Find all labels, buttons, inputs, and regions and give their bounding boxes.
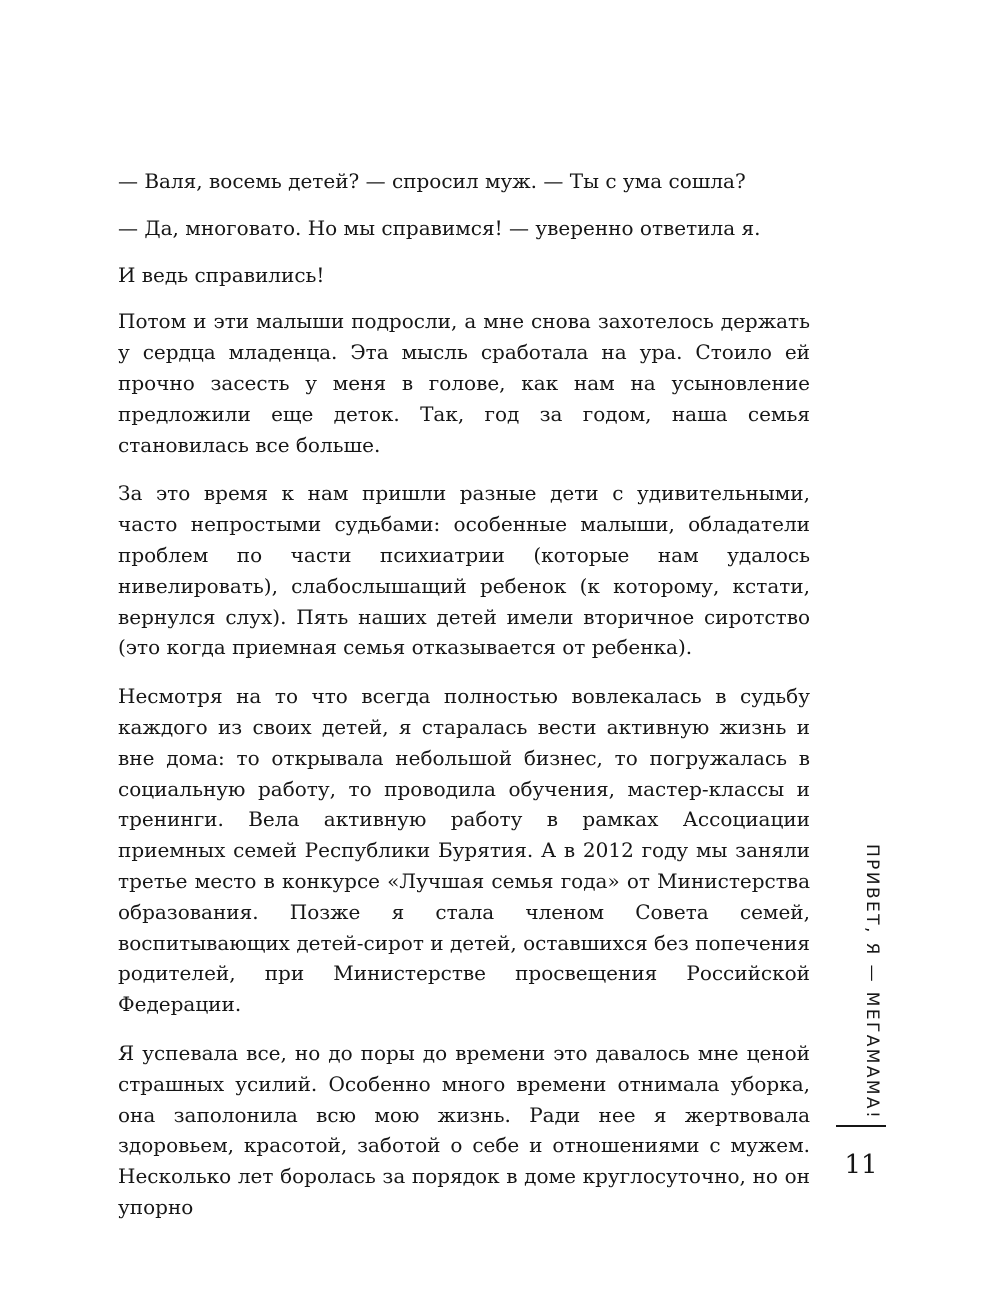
- paragraph-dialogue-2: — Да, многовато. Но мы справимся! — уверенно ответила я.: [118, 215, 761, 240]
- paragraph-short: И ведь справились!: [118, 262, 325, 287]
- paragraph-dialogue-1: — Валя, восемь детей? — спросил муж. — Ты с ума сошла?: [118, 169, 746, 193]
- body-text: [118, 166, 810, 1241]
- paragraph: Несмотря на то что всегда полностью вовлекалась в судьбу каждого из своих детей, я старалась вести активную жизнь и вне дома: то открывала небольшой бизнес, то погружалась в социальную работу, то проводила обучения, мастер-классы и тренинги. Вела активную работу в рамках Ассоциации приемных семей Республики Бурятия. А в 2012 году мы заняли третье место в конкурсе «Лучшая семья года» от Министерства образования. Позже я стала членом Совета семей, воспитывающих детей-сирот и детей, оставшихся без попечения родителей, при Министерстве просвещения Российской Федерации.: [118, 684, 810, 1017]
- page-number: 11: [844, 1150, 878, 1180]
- running-head: ПРИВЕТ, Я — МЕГАМАМА!: [862, 844, 882, 1121]
- paragraph: Потом и эти малыши подросли, а мне снова захотелось держать у сердца младенца. Эта мысль сработала на ура. Стоило ей прочно засесть у меня в голове, как нам на усыновление предложили еще деток. Так, год за годом, наша семья становилась все больше.: [118, 309, 810, 457]
- paragraph: Я успевала все, но до поры до времени это давалось мне ценой страшных усилий. Особенно много времени отнимала уборка, она заполонила всю мою жизнь. Ради нее я жертвовала здоровьем, красотой, заботой о себе и отношениями с мужем. Несколько лет боролась за порядок в доме круглосуточно, но он упорно: [118, 1040, 810, 1219]
- divider: [836, 1125, 886, 1127]
- paragraph: За это время к нам пришли разные дети с удивительными, часто непростыми судьбами: особенные малыши, обладатели проблем по части психиатрии (которые нам удалось нивелировать), слабослышащий ребенок (к которому, кстати, вернулся слух). Пять наших детей имели вторичное сиротство (это когда приемная семья отказывается от ребенка).: [118, 481, 810, 660]
